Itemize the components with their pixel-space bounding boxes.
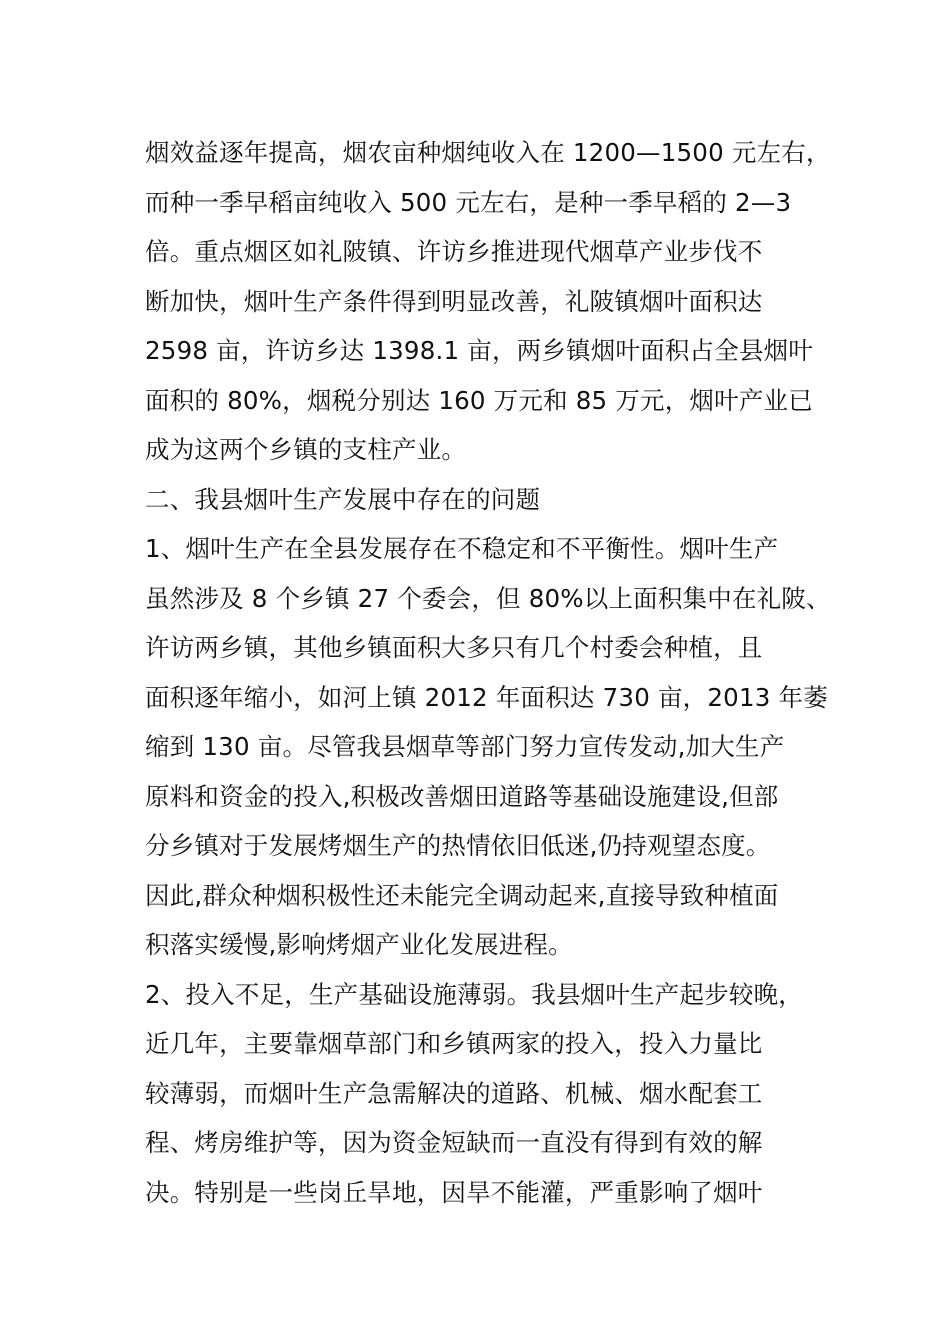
text-line: 成为这两个乡镇的支柱产业。	[145, 435, 467, 464]
text-line: 较薄弱，而烟叶生产急需解决的道路、机械、烟水配套工	[145, 1078, 763, 1108]
text-line: 积落实缓慢,影响烤烟产业化发展进程。	[145, 930, 573, 959]
text-line: 虽然涉及 8 个乡镇 27 个委会，但 80%以上面积集中在礼陂、	[145, 583, 831, 613]
text-line: 原料和资金的投入,积极改善烟田道路等基础设施建设,但部	[145, 781, 779, 811]
text-line: 而种一季早稻亩纯收入 500 元左右，是种一季早稻的 2—3	[145, 187, 792, 217]
text-line: 烟效益逐年提高，烟农亩种烟纯收入在 1200—1500 元左右，	[145, 138, 831, 167]
text-line: 2598 亩，许访乡达 1398.1 亩，两乡镇烟叶面积占全县烟叶	[145, 336, 814, 365]
body-text	[145, 128, 845, 1217]
text-line: 许访两乡镇，其他乡镇面积大多只有几个村委会种植，且	[145, 633, 763, 662]
text-line: 缩到 130 亩。尽管我县烟草等部门努力宣传发动,加大生产	[145, 732, 785, 761]
text-line: 分乡镇对于发展烤烟生产的热情依旧低迷,仍持观望态度。	[145, 831, 771, 860]
text-line: 面积的 80%，烟税分别达 160 万元和 85 万元，烟叶产业已	[145, 385, 813, 415]
text-line: 面积逐年缩小，如河上镇 2012 年面积达 730 亩，2013 年萎	[145, 682, 828, 712]
text-line: 断加快，烟叶生产条件得到明显改善，礼陂镇烟叶面积达	[145, 286, 763, 316]
text-line: 倍。重点烟区如礼陂镇、许访乡推进现代烟草产业步伐不	[145, 237, 763, 266]
text-line: 近几年，主要靠烟草部门和乡镇两家的投入，投入力量比	[145, 1029, 763, 1058]
text-line: 因此,群众种烟积极性还未能完全调动起来,直接导致种植面	[145, 880, 779, 910]
text-line: 1、烟叶生产在全县发展存在不稳定和不平衡性。烟叶生产	[145, 534, 779, 563]
section-heading: 二、我县烟叶生产发展中存在的问题	[145, 484, 541, 514]
text-line: 决。特别是一些岗丘旱地，因旱不能灌，严重影响了烟叶	[145, 1177, 763, 1207]
text-line: 程、烤房维护等，因为资金短缺而一直没有得到有效的解	[145, 1128, 763, 1157]
text-line: 2、投入不足，生产基础设施薄弱。我县烟叶生产起步较晚，	[145, 979, 803, 1009]
